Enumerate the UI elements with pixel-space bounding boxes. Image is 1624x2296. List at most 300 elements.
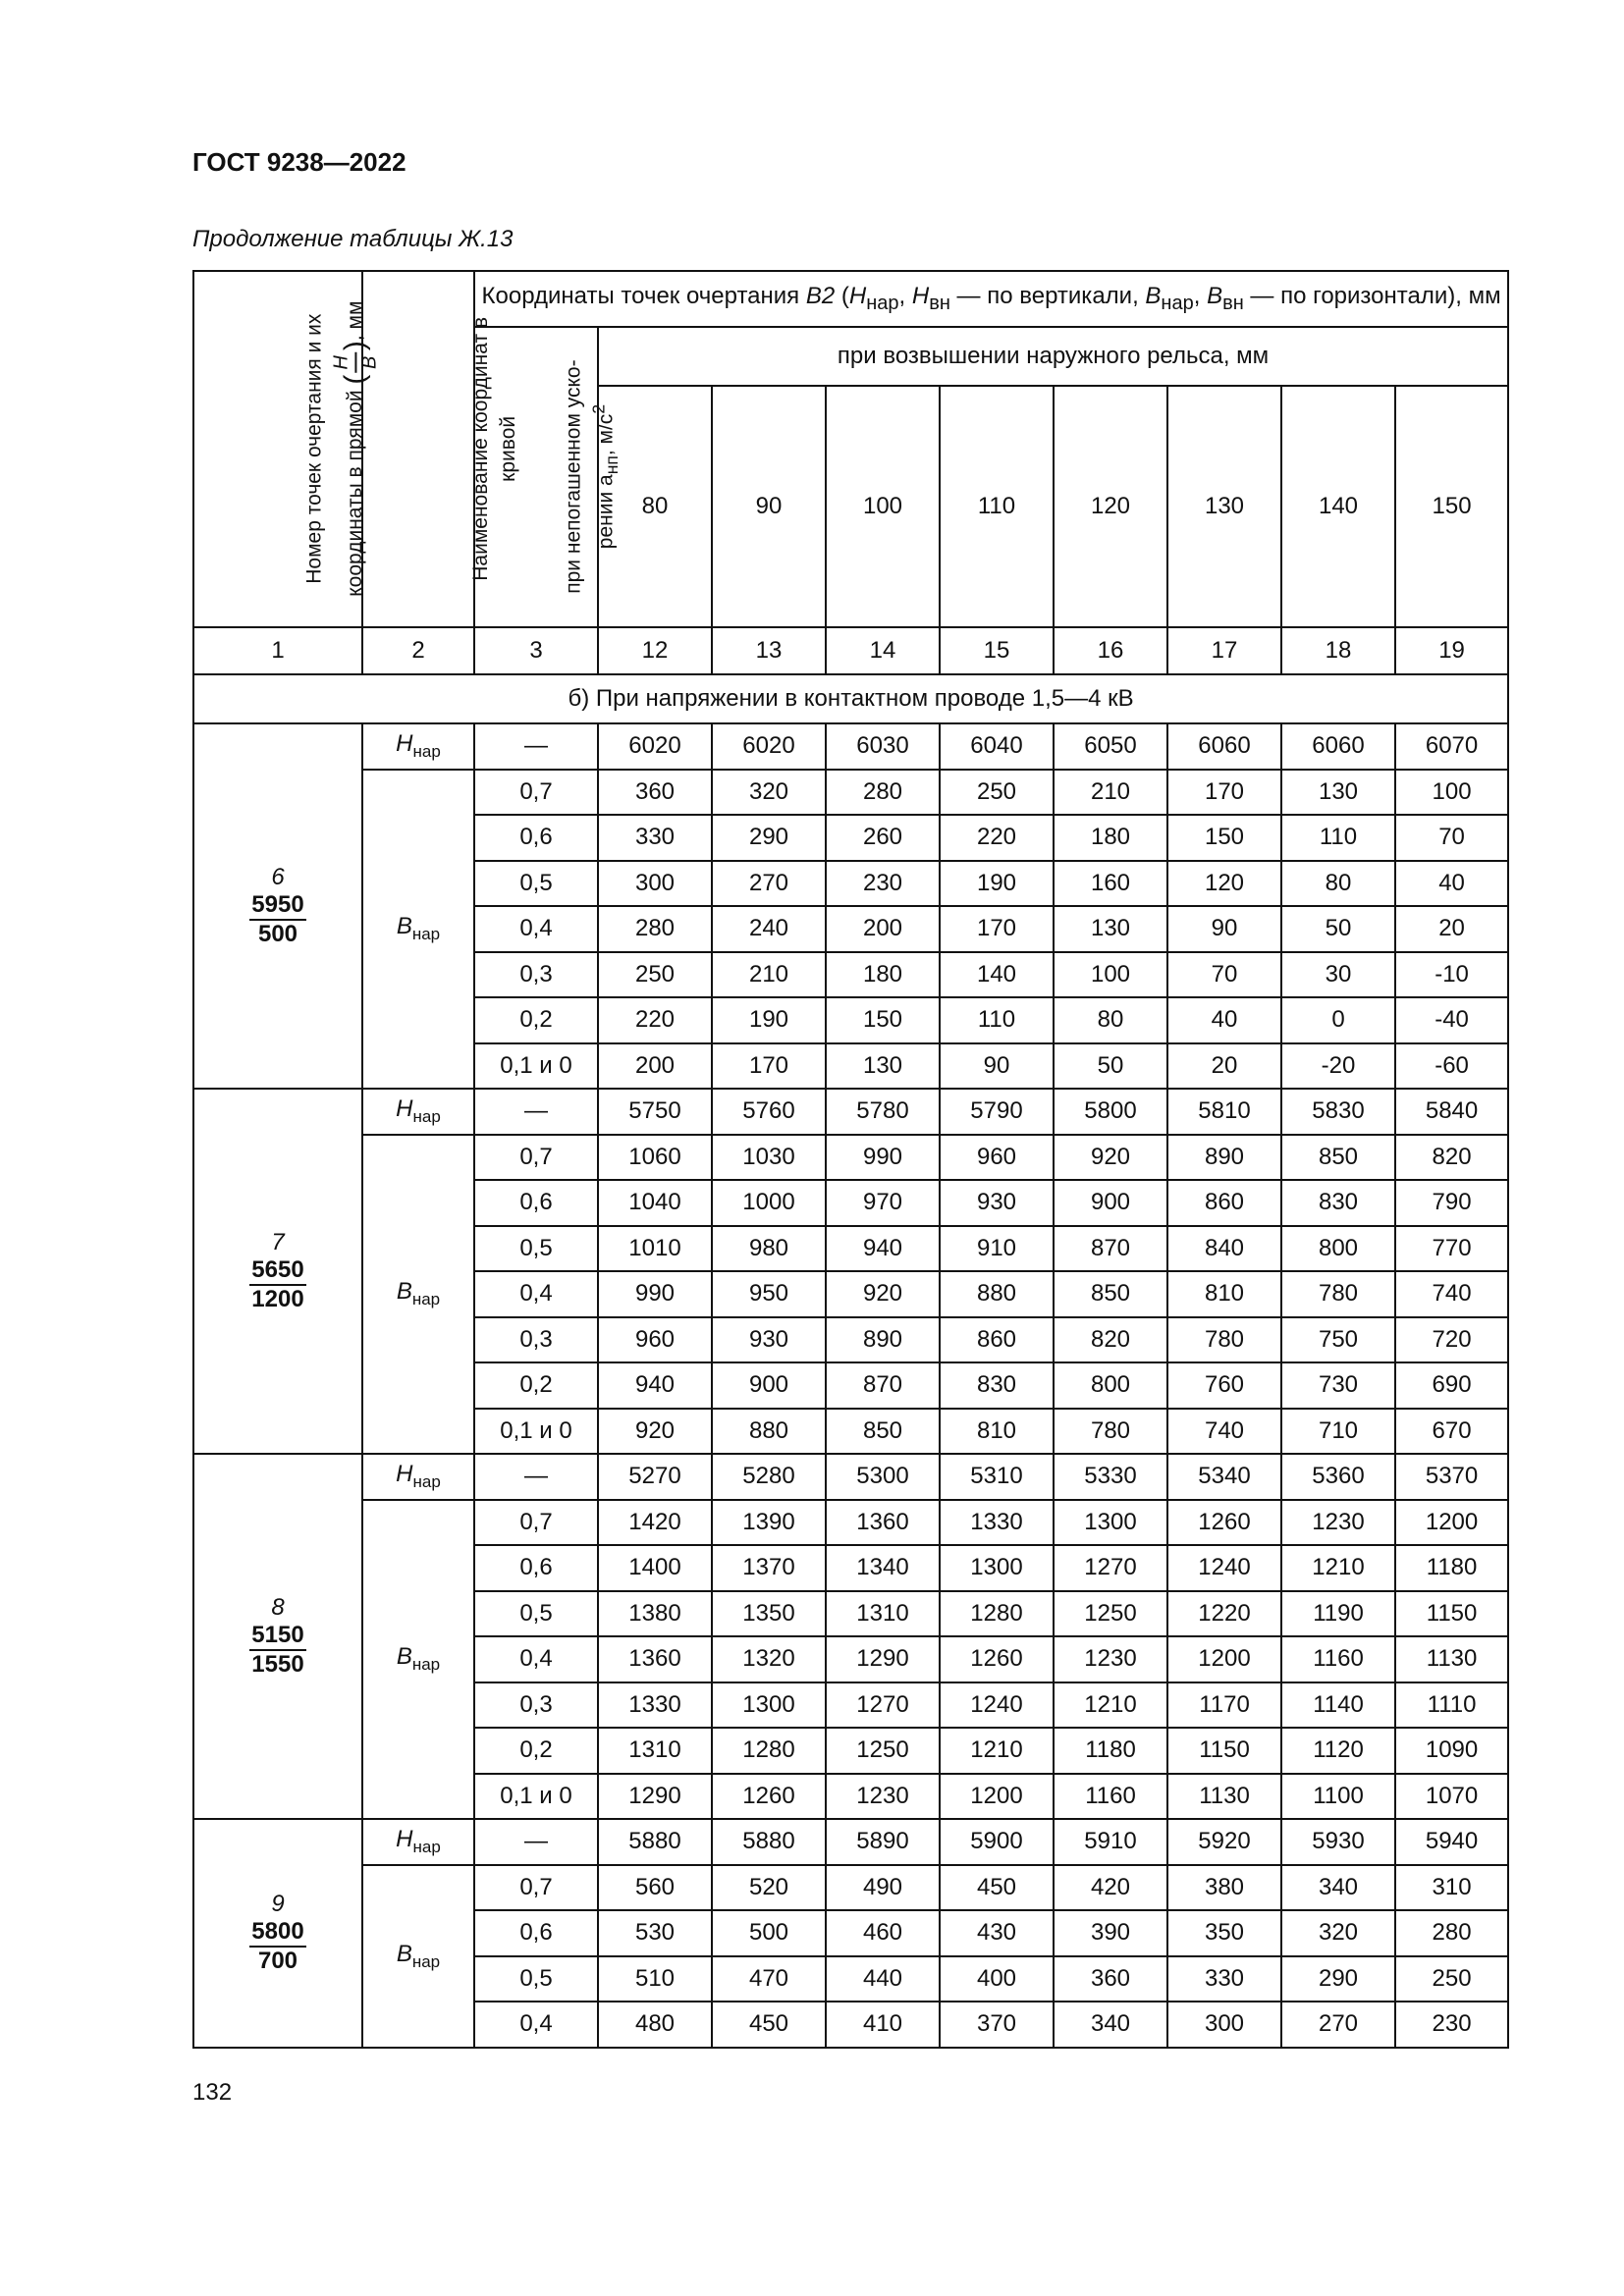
value-cell: 50 — [1054, 1043, 1167, 1090]
value-cell: 1380 — [598, 1591, 712, 1637]
value-cell: 280 — [598, 906, 712, 952]
value-cell: 820 — [1395, 1135, 1508, 1181]
value-cell: 5900 — [940, 1819, 1054, 1865]
value-cell: 900 — [712, 1362, 826, 1409]
coordinate-name-b — [362, 770, 474, 1090]
table-row — [193, 1819, 1508, 1865]
value-cell: 6030 — [826, 723, 940, 770]
value-cell: 80 — [1054, 997, 1167, 1043]
value-cell: 780 — [1167, 1317, 1281, 1363]
point-b-coordinate: 1550 — [251, 1651, 304, 1678]
value-cell: 200 — [598, 1043, 712, 1090]
value-cell: 280 — [826, 770, 940, 816]
value-cell: 480 — [598, 2002, 712, 2048]
value-cell: 270 — [712, 861, 826, 907]
value-cell: 770 — [1395, 1226, 1508, 1272]
value-cell: 170 — [1167, 770, 1281, 816]
point-label — [249, 1891, 305, 1975]
point-number: 8 — [271, 1594, 285, 1621]
coordinate-symbol: $H_{нар}$ — [396, 730, 441, 762]
coordinate-name-h — [362, 1819, 474, 1865]
table-body — [193, 271, 1508, 2048]
value-cell: 1300 — [940, 1545, 1054, 1591]
value-cell: 720 — [1395, 1317, 1508, 1363]
value-cell: -60 — [1395, 1043, 1508, 1090]
value-cell: 1330 — [598, 1682, 712, 1729]
acceleration-value: 0,7 — [474, 1500, 598, 1546]
value-cell: 340 — [1281, 1865, 1395, 1911]
value-cell: 1210 — [1054, 1682, 1167, 1729]
coordinate-symbol: $H_{нар}$ — [396, 1461, 441, 1492]
value-cell: 1200 — [1167, 1636, 1281, 1682]
point-label — [249, 1594, 305, 1679]
point-number: 7 — [271, 1229, 285, 1255]
value-cell: 1250 — [826, 1728, 940, 1774]
value-cell: 290 — [1281, 1956, 1395, 2002]
point-label — [249, 1229, 305, 1313]
value-cell: 990 — [826, 1135, 940, 1181]
value-cell: 5310 — [940, 1454, 1054, 1500]
value-cell: 920 — [826, 1271, 940, 1317]
value-cell: 1200 — [1395, 1500, 1508, 1546]
value-cell: 440 — [826, 1956, 940, 2002]
value-cell: 140 — [940, 952, 1054, 998]
value-cell: 5880 — [712, 1819, 826, 1865]
point-cell — [193, 723, 362, 1089]
column-number: 3 — [474, 627, 598, 674]
value-cell: 280 — [1395, 1910, 1508, 1956]
value-cell: 950 — [712, 1271, 826, 1317]
value-cell: 1350 — [712, 1591, 826, 1637]
value-cell: 90 — [940, 1043, 1054, 1090]
acceleration-value: 0,4 — [474, 906, 598, 952]
value-cell: 220 — [940, 815, 1054, 861]
value-cell: 940 — [598, 1362, 712, 1409]
value-cell: 360 — [1054, 1956, 1167, 2002]
value-cell: 330 — [598, 815, 712, 861]
value-cell: 1310 — [598, 1728, 712, 1774]
value-cell: 5830 — [1281, 1089, 1395, 1135]
value-cell: 350 — [1167, 1910, 1281, 1956]
coordinate-name-b — [362, 1135, 474, 1455]
value-cell: 300 — [598, 861, 712, 907]
value-cell: 130 — [1281, 770, 1395, 816]
value-cell: 1290 — [598, 1774, 712, 1820]
point-b-coordinate: 700 — [257, 1948, 298, 1975]
value-cell: 150 — [826, 997, 940, 1043]
column-number-row — [193, 627, 1508, 674]
coordinate-name-b — [362, 1500, 474, 1820]
table-row — [193, 1454, 1508, 1500]
value-cell: 5370 — [1395, 1454, 1508, 1500]
hb-fraction: H B — [329, 352, 384, 372]
acceleration-value: 0,3 — [474, 1682, 598, 1729]
value-cell: 560 — [598, 1865, 712, 1911]
value-cell: 160 — [1054, 861, 1167, 907]
column-number: 14 — [826, 627, 940, 674]
header-elevation: 120 — [1054, 386, 1167, 627]
coordinates-table — [192, 270, 1509, 2049]
value-cell: 1400 — [598, 1545, 712, 1591]
value-cell: -40 — [1395, 997, 1508, 1043]
value-cell: 180 — [1054, 815, 1167, 861]
acceleration-value: 0,4 — [474, 1271, 598, 1317]
value-cell: 6060 — [1167, 723, 1281, 770]
acceleration-value: 0,5 — [474, 1226, 598, 1272]
acceleration-value: 0,6 — [474, 815, 598, 861]
value-cell: 170 — [712, 1043, 826, 1090]
section-title: б) При напряжении в контактном проводе 1,5—4 кВ — [193, 674, 1508, 723]
value-cell: 1130 — [1167, 1774, 1281, 1820]
value-cell: 730 — [1281, 1362, 1395, 1409]
value-cell: 780 — [1281, 1271, 1395, 1317]
acceleration-value: 0,1 и 0 — [474, 1409, 598, 1455]
header-elevation: 90 — [712, 386, 826, 627]
value-cell: -20 — [1281, 1043, 1395, 1090]
value-cell: 6070 — [1395, 723, 1508, 770]
value-cell: 800 — [1281, 1226, 1395, 1272]
value-cell: 880 — [712, 1409, 826, 1455]
coordinate-symbol: $H_{нар}$ — [396, 1095, 441, 1127]
value-cell: 5330 — [1054, 1454, 1167, 1500]
value-cell: 530 — [598, 1910, 712, 1956]
value-cell: 850 — [1281, 1135, 1395, 1181]
value-cell: 1250 — [1054, 1591, 1167, 1637]
value-cell: 5920 — [1167, 1819, 1281, 1865]
value-cell: 5910 — [1054, 1819, 1167, 1865]
value-cell: 1150 — [1395, 1591, 1508, 1637]
point-label — [249, 864, 305, 948]
acceleration-value: 0,4 — [474, 2002, 598, 2048]
value-cell: 1190 — [1281, 1591, 1395, 1637]
value-cell: 490 — [826, 1865, 940, 1911]
value-cell: 1300 — [712, 1682, 826, 1729]
table-row — [193, 770, 1508, 816]
value-cell: 1110 — [1395, 1682, 1508, 1729]
value-cell: 1260 — [940, 1636, 1054, 1682]
value-cell: 5880 — [598, 1819, 712, 1865]
value-cell: 1240 — [1167, 1545, 1281, 1591]
value-cell: 1230 — [826, 1774, 940, 1820]
value-cell: 5750 — [598, 1089, 712, 1135]
value-cell: 1260 — [712, 1774, 826, 1820]
value-cell: 1360 — [826, 1500, 940, 1546]
value-cell: 5360 — [1281, 1454, 1395, 1500]
table-row — [193, 1135, 1508, 1181]
header-coordinates-title: Координаты точек очертания В2 ($H_{нар}$, $H_{вн}$ — по вертикали, $В_{нар}$, $В_{вн}$ — по горизонтали), мм — [474, 271, 1508, 327]
value-cell: 310 — [1395, 1865, 1508, 1911]
header-elevation: 80 — [598, 386, 712, 627]
value-cell: 1330 — [940, 1500, 1054, 1546]
value-cell: 130 — [1054, 906, 1167, 952]
point-h-coordinate: 5800 — [249, 1918, 305, 1948]
value-cell: 990 — [598, 1271, 712, 1317]
value-cell: 80 — [1281, 861, 1395, 907]
value-cell: 890 — [1167, 1135, 1281, 1181]
value-cell: 910 — [940, 1226, 1054, 1272]
value-cell: 1140 — [1281, 1682, 1395, 1729]
acceleration-value: 0,6 — [474, 1910, 598, 1956]
table-row — [193, 1500, 1508, 1546]
value-cell: 400 — [940, 1956, 1054, 2002]
column-number: 16 — [1054, 627, 1167, 674]
value-cell: 340 — [1054, 2002, 1167, 2048]
value-cell: 20 — [1167, 1043, 1281, 1090]
value-cell: 300 — [1167, 2002, 1281, 2048]
value-cell: 5760 — [712, 1089, 826, 1135]
value-cell: 450 — [712, 2002, 826, 2048]
value-cell: 150 — [1167, 815, 1281, 861]
acceleration-value: 0,6 — [474, 1180, 598, 1226]
point-h-coordinate: 5150 — [249, 1622, 305, 1651]
table-caption: Продолжение таблицы Ж.13 — [192, 226, 514, 252]
value-cell: 420 — [1054, 1865, 1167, 1911]
value-cell: 780 — [1054, 1409, 1167, 1455]
value-cell: 850 — [1054, 1271, 1167, 1317]
value-cell: 20 — [1395, 906, 1508, 952]
value-cell: 5280 — [712, 1454, 826, 1500]
value-cell: 1240 — [940, 1682, 1054, 1729]
value-cell: 500 — [712, 1910, 826, 1956]
acceleration-value: 0,7 — [474, 770, 598, 816]
column-number: 2 — [362, 627, 474, 674]
value-cell: 200 — [826, 906, 940, 952]
coordinate-name-h — [362, 1089, 474, 1135]
value-cell: 1300 — [1054, 1500, 1167, 1546]
value-cell: 710 — [1281, 1409, 1395, 1455]
value-cell: 510 — [598, 1956, 712, 2002]
coordinate-symbol: $H_{нар}$ — [396, 1826, 441, 1857]
value-cell: 40 — [1167, 997, 1281, 1043]
value-cell: 930 — [940, 1180, 1054, 1226]
value-cell: 820 — [1054, 1317, 1167, 1363]
point-b-coordinate: 500 — [257, 921, 298, 947]
value-cell: 1200 — [940, 1774, 1054, 1820]
acceleration-value: 0,5 — [474, 1956, 598, 2002]
value-cell: 1040 — [598, 1180, 712, 1226]
value-cell: 5790 — [940, 1089, 1054, 1135]
coordinate-name-h — [362, 723, 474, 770]
acceleration-value: — — [474, 1454, 598, 1500]
point-number: 6 — [271, 864, 285, 890]
value-cell: 110 — [940, 997, 1054, 1043]
value-cell: 1030 — [712, 1135, 826, 1181]
column-number: 15 — [940, 627, 1054, 674]
value-cell: -10 — [1395, 952, 1508, 998]
value-cell: 250 — [940, 770, 1054, 816]
acceleration-value: 0,2 — [474, 1362, 598, 1409]
value-cell: 760 — [1167, 1362, 1281, 1409]
column-number: 19 — [1395, 627, 1508, 674]
coordinate-name-b — [362, 1865, 474, 2048]
value-cell: 1160 — [1281, 1636, 1395, 1682]
value-cell: 5930 — [1281, 1819, 1395, 1865]
point-cell — [193, 1454, 362, 1819]
value-cell: 190 — [940, 861, 1054, 907]
value-cell: 100 — [1054, 952, 1167, 998]
value-cell: 900 — [1054, 1180, 1167, 1226]
value-cell: 360 — [598, 770, 712, 816]
value-cell: 970 — [826, 1180, 940, 1226]
value-cell: 250 — [598, 952, 712, 998]
coordinate-symbol: $В_{нар}$ — [396, 1278, 441, 1309]
value-cell: 840 — [1167, 1226, 1281, 1272]
header-elevation: 140 — [1281, 386, 1395, 627]
value-cell: 810 — [940, 1409, 1054, 1455]
value-cell: 1420 — [598, 1500, 712, 1546]
value-cell: 520 — [712, 1865, 826, 1911]
value-cell: 1280 — [940, 1591, 1054, 1637]
value-cell: 870 — [826, 1362, 940, 1409]
acceleration-value: 0,7 — [474, 1865, 598, 1911]
value-cell: 1150 — [1167, 1728, 1281, 1774]
value-cell: 5800 — [1054, 1089, 1167, 1135]
coordinate-symbol: $В_{нар}$ — [396, 1940, 441, 1971]
value-cell: 250 — [1395, 1956, 1508, 2002]
value-cell: 1340 — [826, 1545, 940, 1591]
coordinate-name-h — [362, 1454, 474, 1500]
value-cell: 270 — [1281, 2002, 1395, 2048]
acceleration-value: 0,2 — [474, 997, 598, 1043]
value-cell: 1230 — [1281, 1500, 1395, 1546]
value-cell: 670 — [1395, 1409, 1508, 1455]
value-cell: 170 — [940, 906, 1054, 952]
value-cell: 930 — [712, 1317, 826, 1363]
value-cell: 1170 — [1167, 1682, 1281, 1729]
value-cell: 1070 — [1395, 1774, 1508, 1820]
value-cell: 690 — [1395, 1362, 1508, 1409]
acceleration-value: 0,5 — [474, 861, 598, 907]
point-cell — [193, 1089, 362, 1454]
value-cell: 1280 — [712, 1728, 826, 1774]
acceleration-value: 0,6 — [474, 1545, 598, 1591]
value-cell: 860 — [1167, 1180, 1281, 1226]
value-cell: 410 — [826, 2002, 940, 2048]
value-cell: 1270 — [1054, 1545, 1167, 1591]
value-cell: 450 — [940, 1865, 1054, 1911]
value-cell: 5340 — [1167, 1454, 1281, 1500]
value-cell: 390 — [1054, 1910, 1167, 1956]
value-cell: 330 — [1167, 1956, 1281, 2002]
value-cell: 1060 — [598, 1135, 712, 1181]
value-cell: 6050 — [1054, 723, 1167, 770]
coordinate-symbol: $В_{нар}$ — [396, 913, 441, 944]
point-number: 9 — [271, 1891, 285, 1918]
value-cell: 180 — [826, 952, 940, 998]
value-cell: 320 — [712, 770, 826, 816]
value-cell: 810 — [1167, 1271, 1281, 1317]
value-cell: 6020 — [598, 723, 712, 770]
table-row — [193, 1089, 1508, 1135]
value-cell: 190 — [712, 997, 826, 1043]
header-coordinate-name: Наименование координат в кривой — [362, 271, 474, 627]
value-cell: 5300 — [826, 1454, 940, 1500]
acceleration-value: 0,3 — [474, 952, 598, 998]
point-h-coordinate: 5650 — [249, 1256, 305, 1286]
table-row — [193, 723, 1508, 770]
value-cell: 50 — [1281, 906, 1395, 952]
value-cell: 40 — [1395, 861, 1508, 907]
document-code: ГОСТ 9238—2022 — [192, 147, 406, 177]
header-elevation: 110 — [940, 386, 1054, 627]
value-cell: 470 — [712, 1956, 826, 2002]
value-cell: 5270 — [598, 1454, 712, 1500]
value-cell: 790 — [1395, 1180, 1508, 1226]
value-cell: 230 — [826, 861, 940, 907]
value-cell: 430 — [940, 1910, 1054, 1956]
value-cell: 220 — [598, 997, 712, 1043]
value-cell: 260 — [826, 815, 940, 861]
header-elevation: 100 — [826, 386, 940, 627]
value-cell: 130 — [826, 1043, 940, 1090]
value-cell: 6040 — [940, 723, 1054, 770]
value-cell: 1220 — [1167, 1591, 1281, 1637]
value-cell: 960 — [598, 1317, 712, 1363]
value-cell: 5780 — [826, 1089, 940, 1135]
column-number: 12 — [598, 627, 712, 674]
value-cell: 1160 — [1054, 1774, 1167, 1820]
value-cell: 1310 — [826, 1591, 940, 1637]
value-cell: 230 — [1395, 2002, 1508, 2048]
acceleration-value: — — [474, 1089, 598, 1135]
acceleration-value: — — [474, 723, 598, 770]
value-cell: 1230 — [1054, 1636, 1167, 1682]
value-cell: 0 — [1281, 997, 1395, 1043]
value-cell: 1370 — [712, 1545, 826, 1591]
point-cell — [193, 1819, 362, 2048]
column-number: 18 — [1281, 627, 1395, 674]
value-cell: 210 — [712, 952, 826, 998]
column-number: 17 — [1167, 627, 1281, 674]
value-cell: 460 — [826, 1910, 940, 1956]
table-row — [193, 1865, 1508, 1911]
value-cell: 1290 — [826, 1636, 940, 1682]
point-h-coordinate: 5950 — [249, 891, 305, 921]
value-cell: 890 — [826, 1317, 940, 1363]
value-cell: 940 — [826, 1226, 940, 1272]
value-cell: 90 — [1167, 906, 1281, 952]
value-cell: 1360 — [598, 1636, 712, 1682]
header-point-number: Номер точек очертания и их координаты в прямой ( H B ), мм — [193, 271, 362, 627]
value-cell: 800 — [1054, 1362, 1167, 1409]
value-cell: 70 — [1395, 815, 1508, 861]
value-cell: 1010 — [598, 1226, 712, 1272]
value-cell: 830 — [940, 1362, 1054, 1409]
value-cell: 1180 — [1395, 1545, 1508, 1591]
value-cell: 1000 — [712, 1180, 826, 1226]
column-number: 13 — [712, 627, 826, 674]
value-cell: 850 — [826, 1409, 940, 1455]
value-cell: 750 — [1281, 1317, 1395, 1363]
value-cell: 920 — [1054, 1135, 1167, 1181]
value-cell: 960 — [940, 1135, 1054, 1181]
value-cell: 30 — [1281, 952, 1395, 998]
value-cell: 1270 — [826, 1682, 940, 1729]
value-cell: 6020 — [712, 723, 826, 770]
header-acceleration: при непогашенном уско- рении $a_{нп}$, $м/с^2$ — [474, 327, 598, 627]
acceleration-value: 0,5 — [474, 1591, 598, 1637]
value-cell: 1130 — [1395, 1636, 1508, 1682]
header-elevation: 130 — [1167, 386, 1281, 627]
header-elevation: 150 — [1395, 386, 1508, 627]
value-cell: 830 — [1281, 1180, 1395, 1226]
header-elevation-title: при возвышении наружного рельса, мм — [598, 327, 1508, 386]
value-cell: 1210 — [1281, 1545, 1395, 1591]
value-cell: 1100 — [1281, 1774, 1395, 1820]
value-cell: 6060 — [1281, 723, 1395, 770]
acceleration-value: 0,4 — [474, 1636, 598, 1682]
column-number: 1 — [193, 627, 362, 674]
